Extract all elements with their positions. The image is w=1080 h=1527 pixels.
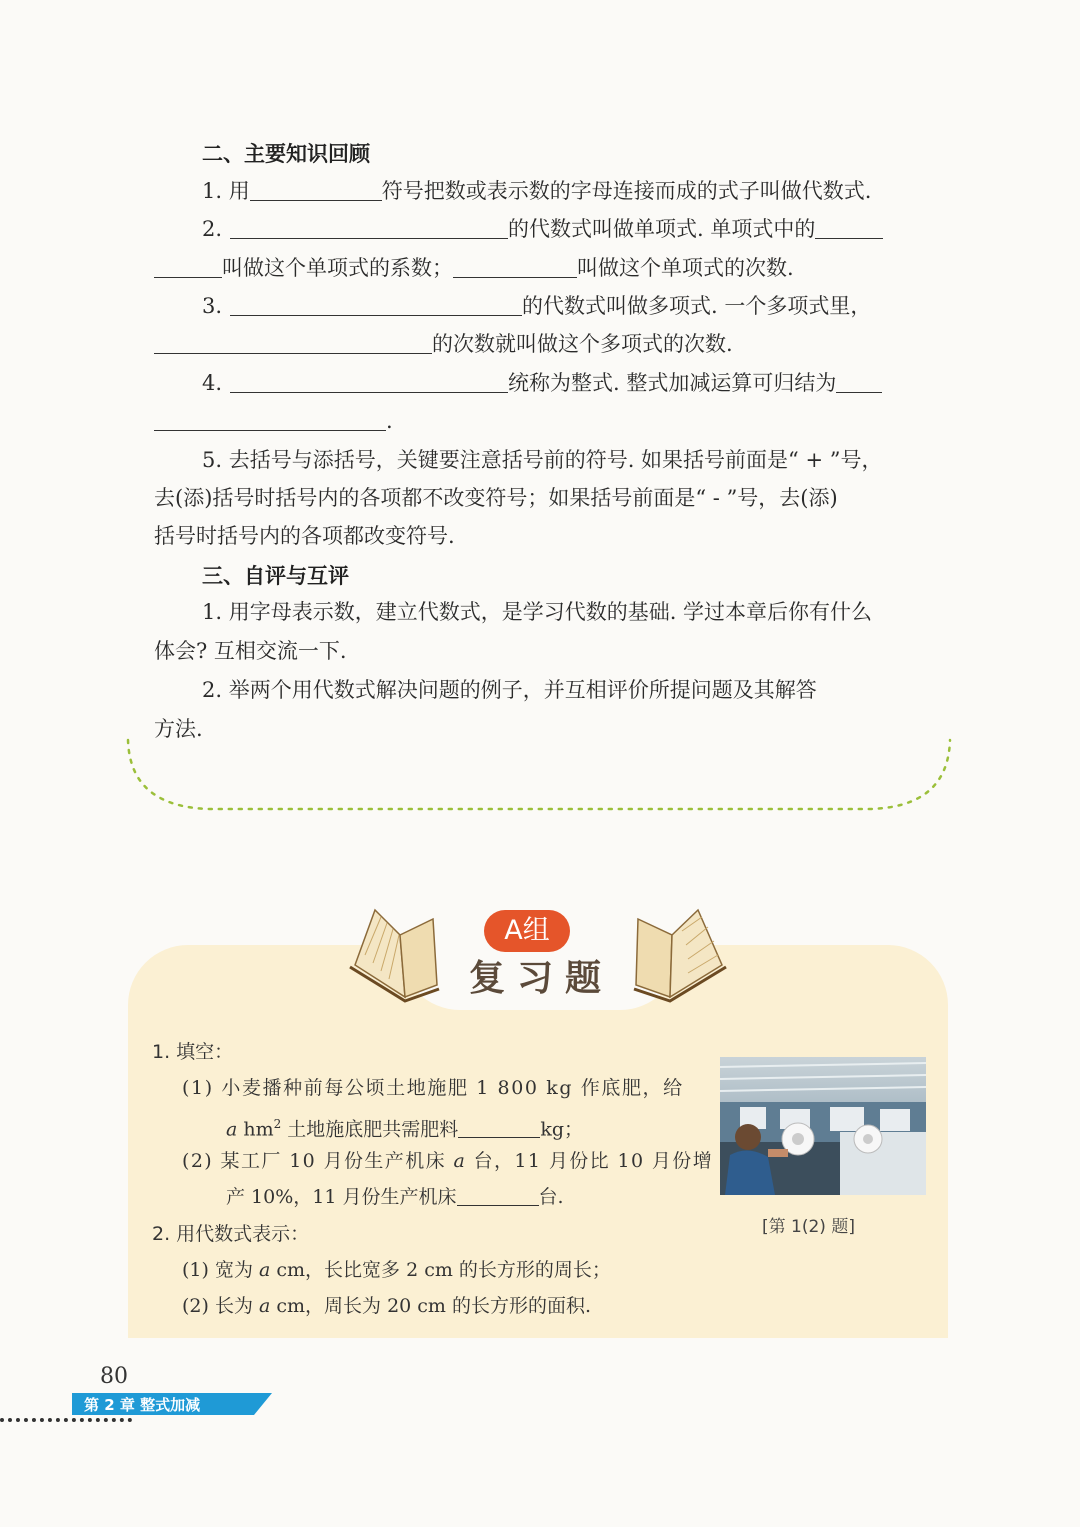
page-number: 80 [100, 1364, 128, 1389]
question-2-label: 2. 用代数式表示： [152, 1223, 310, 1245]
question-1-1-line1: (1) 小麦播种前每公顷土地施肥 1 800 kg 作底肥，给 [182, 1077, 684, 1099]
evaluation-item-2-line2: 方法. [154, 717, 203, 741]
answer-blank [230, 216, 508, 239]
question-1-1-line2: a $hm^2$ 土地施底肥共需肥料 kg； [226, 1117, 583, 1141]
knowledge-item-2-line1: 2. 的代数式叫做单项式. 单项式中的 [202, 214, 883, 244]
question-1-2-line1: (2) 某工厂 10 月份生产机床 a 台，11 月份比 10 月份增 [182, 1150, 714, 1172]
question-1-2-line2: 产 10%，11 月份生产机床 台. [226, 1186, 564, 1208]
evaluation-item-2-line1: 2. 举两个用代数式解决问题的例子，并互相评价所提问题及其解答 [202, 678, 817, 702]
answer-blank [154, 331, 432, 354]
section-title-review-knowledge: 二、主要知识回顾 [202, 142, 370, 166]
answer-blank [250, 178, 382, 201]
knowledge-item-4-line1: 4. 统称为整式. 整式加减运算可归结为 [202, 368, 882, 398]
question-2-2: (2) 长为 a cm，周长为 20 cm 的长方形的面积. [182, 1295, 592, 1317]
open-book-icon [630, 905, 730, 1005]
knowledge-item-5-line2: 去(添)括号时括号内的各项都不改变符号；如果括号前面是“ - ”号，去(添) [154, 486, 838, 510]
knowledge-item-5-line3: 括号时括号内的各项都改变符号. [154, 524, 455, 548]
review-title: 复习题 [468, 958, 613, 999]
dashed-border-decoration [120, 735, 960, 815]
answer-blank [154, 408, 386, 431]
factory-photo [720, 1057, 926, 1195]
answer-blank [458, 1117, 540, 1138]
answer-blank [836, 370, 882, 393]
section-title-self-evaluation: 三、自评与互评 [202, 564, 349, 588]
knowledge-item-1: 1. 用 符号把数或表示数的字母连接而成的式子叫做代数式. [202, 179, 872, 203]
question-1-label: 1. 填空： [152, 1041, 234, 1063]
answer-blank [457, 1185, 539, 1206]
evaluation-item-1-line1: 1. 用字母表示数，建立代数式，是学习代数的基础. 学过本章后你有什么 [202, 600, 873, 624]
knowledge-item-5-line1: 5. 去括号与添括号，关键要注意括号前的符号. 如果括号前面是“ + ”号， [202, 448, 883, 472]
knowledge-item-3-line2: 的次数就叫做这个多项式的次数. [154, 329, 733, 359]
evaluation-item-1-line2: 体会? 互相交流一下. [154, 639, 347, 663]
group-badge: A组 [484, 910, 570, 952]
photo-caption: [第 1(2) 题] [762, 1217, 855, 1237]
answer-blank [815, 216, 883, 239]
answer-blank [230, 370, 508, 393]
knowledge-item-3-line1: 3. 的代数式叫做多项式. 一个多项式里， [202, 294, 872, 318]
chapter-label: 第 2 章 整式加减 [84, 1396, 201, 1414]
dotted-divider [0, 1418, 132, 1426]
knowledge-item-2-line2: 叫做这个单项式的系数； 叫做这个单项式的次数. [154, 253, 794, 283]
answer-blank [154, 255, 222, 278]
question-2-1: (1) 宽为 a cm，长比宽多 2 cm 的长方形的周长； [182, 1259, 611, 1281]
answer-blank [230, 293, 522, 316]
knowledge-item-4-line2: . [154, 406, 393, 436]
answer-blank [453, 255, 577, 278]
open-book-icon [345, 905, 445, 1005]
